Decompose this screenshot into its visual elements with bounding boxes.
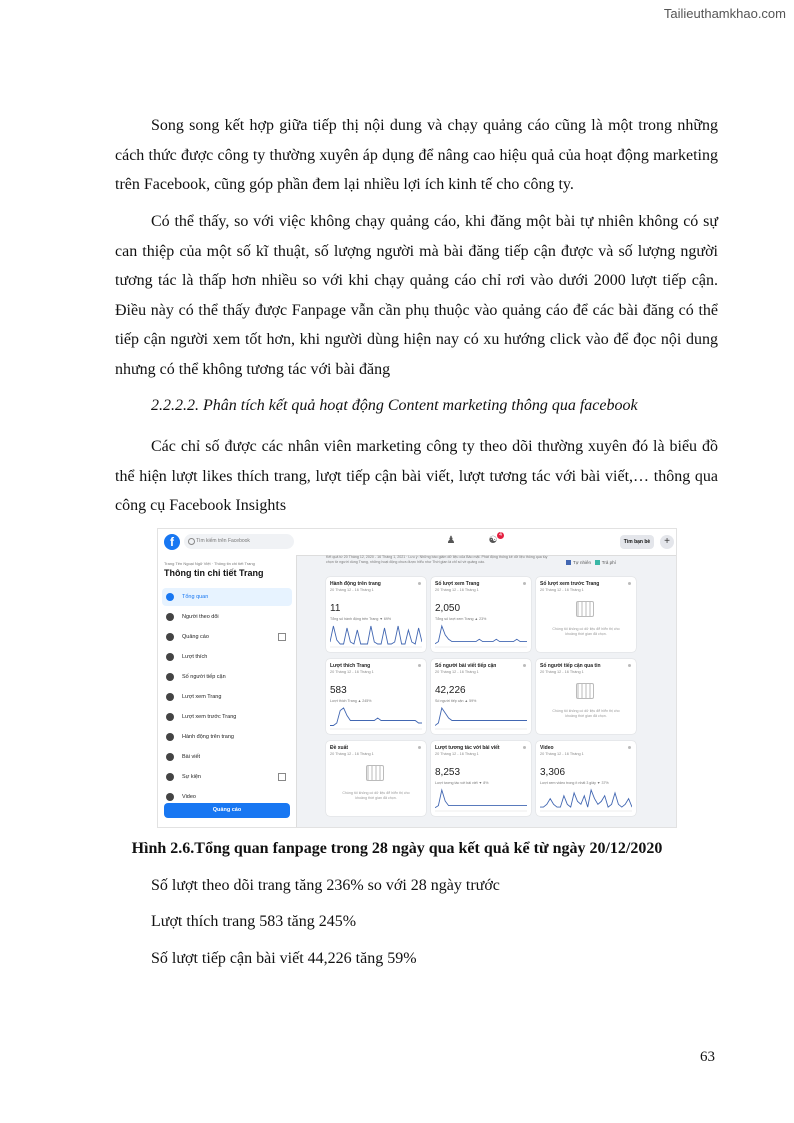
- card-change: Lượt thích Trang ▲ 245%: [330, 699, 372, 703]
- sidebar-item-icon: [166, 793, 174, 801]
- card-empty-message: Chúng tôi không có dữ liệu để hiển thị cho khoảng thời gian đã chọn.: [552, 709, 620, 718]
- card-sparkline: [435, 623, 527, 648]
- sidebar-item[interactable]: [162, 668, 292, 686]
- sidebar-item-icon: [166, 733, 174, 741]
- friends-icon[interactable]: ♟: [446, 535, 456, 546]
- card-change: Tổng số hành động trên Trang ▼ 69%: [330, 617, 392, 621]
- card-date-range: 20 Tháng 12 - 16 Tháng 1: [435, 670, 479, 674]
- card-date-range: 20 Tháng 12 - 16 Tháng 1: [435, 752, 479, 756]
- facebook-topbar: [158, 529, 677, 556]
- external-link-icon: [278, 773, 286, 781]
- card-value: 11: [330, 603, 341, 614]
- chart-legend: [566, 560, 616, 565]
- sidebar-item-icon: [166, 693, 174, 701]
- sidebar-item[interactable]: [162, 748, 292, 766]
- card-sparkline: [330, 623, 422, 648]
- stat-line-3: Số lượt tiếp cận bài viết 44,226 tăng 59%: [151, 950, 417, 967]
- sidebar-item[interactable]: [162, 688, 292, 706]
- sidebar-item-icon: [166, 673, 174, 681]
- card-empty-message: Chúng tôi không có dữ liệu để hiển thị cho khoảng thời gian đã chọn.: [342, 791, 410, 800]
- card-value: 2,050: [435, 603, 461, 614]
- card-date-range: 20 Tháng 12 - 16 Tháng 1: [435, 588, 479, 592]
- card-title: Video: [540, 745, 554, 751]
- card-date-range: 20 Tháng 12 - 16 Tháng 1: [540, 588, 584, 592]
- sidebar-item-label: Người theo dõi: [182, 614, 219, 620]
- legend-swatch-paid: [566, 560, 571, 565]
- sparkline-series: [435, 790, 527, 808]
- info-icon: [628, 664, 631, 667]
- card-value: 42,226: [435, 685, 466, 696]
- sidebar-item[interactable]: [162, 648, 292, 666]
- insights-main: [300, 555, 677, 828]
- sidebar-item-label: Lượt thích: [182, 654, 208, 660]
- card-title: Số lượt xem Trang: [435, 581, 480, 587]
- insight-card[interactable]: [431, 577, 531, 652]
- card-change: Tổng số lượt xem Trang ▲ 23%: [435, 617, 487, 621]
- sidebar-item-label: Bài viết: [182, 754, 201, 760]
- card-title: Số người bài viết tiếp cận: [435, 663, 497, 669]
- sidebar-item[interactable]: [162, 588, 292, 606]
- card-value: 3,306: [540, 767, 566, 778]
- sparkline-series: [330, 708, 422, 726]
- sparkline-series: [435, 708, 527, 726]
- card-sparkline: [435, 705, 527, 730]
- card-value: 8,253: [435, 767, 461, 778]
- create-button[interactable]: +: [660, 535, 674, 549]
- sidebar-item[interactable]: [162, 728, 292, 746]
- card-change: Lượt tương tác với bài viết ▼ 8%: [435, 781, 489, 785]
- sidebar-item-label: Video: [182, 794, 196, 800]
- insight-card[interactable]: [536, 659, 636, 734]
- sidebar-item-label: Quảng cáo: [182, 634, 209, 640]
- sidebar-item[interactable]: [162, 768, 292, 786]
- insights-sidebar: [158, 555, 297, 828]
- card-date-range: 20 Tháng 12 - 16 Tháng 1: [330, 588, 374, 592]
- card-date-range: 20 Tháng 12 - 16 Tháng 1: [540, 752, 584, 756]
- card-change: Lượt xem video trong ít nhất 3 giây ▼ 37%: [540, 781, 609, 785]
- card-change: Số người tiếp cận ▲ 59%: [435, 699, 477, 703]
- calendar-icon: [576, 683, 594, 699]
- info-icon: [418, 746, 421, 749]
- card-title: Lượt thích Trang: [330, 663, 371, 669]
- search-icon: [188, 538, 195, 545]
- sidebar-item[interactable]: [162, 708, 292, 726]
- paragraph-2: Có thể thấy, so với việc không chạy quảng cáo, khi đăng một bài tự nhiên không có sự can thiệp của một số kĩ thuật, số lượng người mà bài đăng tiếp cận được và số lượng người tương tác là thấp hơn nhiều so với khi chạy quảng cáo chỉ rơi vào dưới 2000 lượt tiếp cận. Điều này có thể thấy được Fanpage vẫn cần phụ thuộc vào quảng cáo để các bài đăng có thể tiếp cận người xem tốt hơn, khi người dùng hiện nay có xu hướng click vào để đọc nội dung nhưng có thể không tương tác với bài đăng: [115, 213, 718, 378]
- site-watermark: Tailieuthamkhao.com: [663, 6, 786, 21]
- card-title: Số người tiếp cận qua tin: [540, 663, 601, 669]
- sidebar-title: Thông tin chi tiết Trang: [164, 568, 264, 578]
- find-friends-button[interactable]: Tìm bạn bè: [620, 535, 654, 549]
- figure-caption: Hình 2.6.Tổng quan fanpage trong 28 ngày qua kết quả kể từ ngày 20/12/2020: [131, 840, 663, 857]
- card-sparkline: [435, 787, 527, 812]
- legend-label-paid: Tự nhiên: [573, 560, 592, 565]
- sidebar-item[interactable]: [162, 608, 292, 626]
- facebook-insights-screenshot: [157, 528, 677, 828]
- legend-label-organic: Trả phí: [601, 560, 616, 565]
- groups-icon[interactable]: ☯: [488, 535, 498, 546]
- card-empty-message: Chúng tôi không có dữ liệu để hiển thị cho khoảng thời gian đã chọn.: [552, 627, 620, 636]
- card-sparkline: [330, 705, 422, 730]
- card-title: Lượt tương tác với bài viết: [435, 745, 500, 751]
- sidebar-item-icon: [166, 773, 174, 781]
- section-subheading: 2.2.2.2. Phân tích kết quả hoạt động Content marketing thông qua facebook: [151, 397, 638, 414]
- info-icon: [523, 664, 526, 667]
- sidebar-item-label: Lượt xem trước Trang: [182, 714, 237, 720]
- card-date-range: 20 Tháng 12 - 16 Tháng 1: [330, 670, 374, 674]
- insight-card[interactable]: [326, 577, 426, 652]
- calendar-icon: [366, 765, 384, 781]
- paragraph-3: Các chỉ số được các nhân viên marketing công ty theo dõi thường xuyên đó là biểu đồ thể hiện lượt likes thích trang, lượt tiếp cận bài viết, lượt tương tác với bài viết,… thông qua công cụ Facebook Insights: [115, 438, 718, 514]
- sidebar-item-icon: [166, 613, 174, 621]
- facebook-logo-icon[interactable]: f: [164, 534, 180, 550]
- paragraph-1: Song song kết hợp giữa tiếp thị nội dung và chạy quảng cáo cũng là một trong những cách thức được công ty thường xuyên áp dụng để nâng cao hiệu quả của hoạt động marketing trên Facebook, cũng góp phần đem lại nhiều lợi ích kinh tế cho công ty.: [115, 117, 718, 193]
- sidebar-item-icon: [166, 713, 174, 721]
- card-value: 583: [330, 685, 347, 696]
- calendar-icon: [576, 601, 594, 617]
- stat-line-2: Lượt thích trang 583 tăng 245%: [151, 913, 357, 930]
- info-icon: [628, 582, 631, 585]
- insight-card[interactable]: [326, 659, 426, 734]
- insight-card[interactable]: [536, 577, 636, 652]
- sidebar-item[interactable]: [162, 628, 292, 646]
- card-title: Đề xuất: [330, 745, 349, 751]
- info-icon: [418, 664, 421, 667]
- stat-line-1: Số lượt theo dõi trang tăng 236% so với 28 ngày trước: [151, 877, 500, 894]
- search-input[interactable]: Tìm kiếm trên Facebook: [184, 534, 294, 549]
- sidebar-item-label: Tổng quan: [182, 594, 209, 600]
- insight-card[interactable]: [431, 741, 531, 816]
- insight-card[interactable]: [326, 741, 426, 816]
- insight-card[interactable]: [431, 659, 531, 734]
- card-date-range: 20 Tháng 12 - 16 Tháng 1: [540, 670, 584, 674]
- info-icon: [523, 746, 526, 749]
- sidebar-item-label: Số người tiếp cận: [182, 674, 226, 680]
- card-title: Số lượt xem trước Trang: [540, 581, 600, 587]
- info-icon: [523, 582, 526, 585]
- sparkline-series: [540, 790, 632, 807]
- breadcrumb: Trang Tên Ngoại Ngữ Việt · Thông tin chi tiết Trang: [164, 561, 255, 566]
- sidebar-item-icon: [166, 633, 174, 641]
- date-range-note: Kết quả từ 20 Tháng 12, 2020 - 16 Tháng 1, 2021 · Lưu ý: Những báo giấm dữ liệu của Bảo mật. Phát động thống kê dữ liệu thông qua tùy chọn từ người dùng Trang, những hoạt động chưa được hiểu như Thời gian là chỉ số về quảng cáo.: [326, 555, 548, 564]
- page-number: 63: [700, 1049, 715, 1065]
- sidebar-item-icon: [166, 753, 174, 761]
- info-icon: [418, 582, 421, 585]
- sidebar-item-icon: [166, 653, 174, 661]
- external-link-icon: [278, 633, 286, 641]
- sidebar-item-label: Lượt xem Trang: [182, 694, 222, 700]
- sparkline-series: [435, 626, 527, 644]
- card-title: Hành động trên trang: [330, 581, 381, 587]
- card-date-range: 20 Tháng 12 - 16 Tháng 1: [330, 752, 374, 756]
- sidebar-item-label: Hành động trên trang: [182, 734, 234, 740]
- notification-badge: 4: [497, 532, 504, 539]
- promote-button[interactable]: Quảng cáo: [164, 803, 290, 818]
- sidebar-item-label: Sự kiện: [182, 774, 201, 780]
- card-sparkline: [540, 787, 632, 812]
- insight-card[interactable]: [536, 741, 636, 816]
- info-icon: [628, 746, 631, 749]
- sparkline-series: [330, 626, 422, 644]
- legend-swatch-organic: [595, 560, 600, 565]
- sidebar-item-icon: [166, 593, 174, 601]
